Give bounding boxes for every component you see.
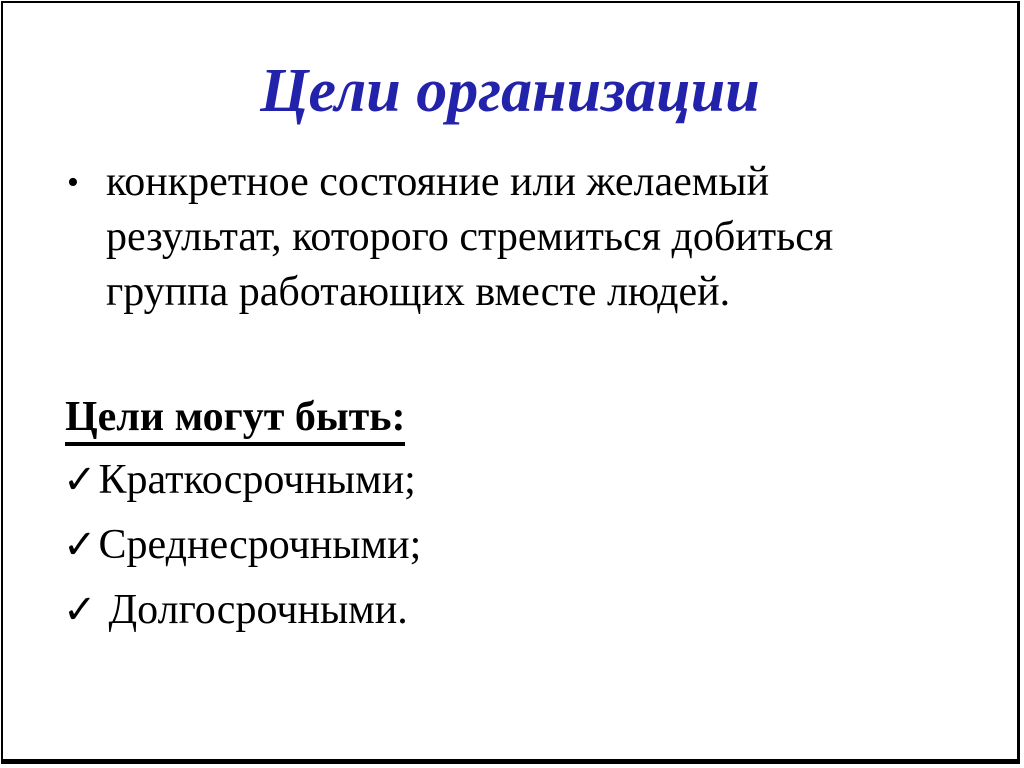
definition-paragraph bbox=[67, 155, 987, 320]
goal-types-list bbox=[63, 456, 421, 651]
list-item-short-term bbox=[63, 456, 421, 504]
paragraph-line-1: конкретное состояние или желаемый bbox=[106, 159, 770, 205]
paragraph-line-3: группа работающих вместе людей. bbox=[106, 269, 731, 315]
paragraph-line-2: результат, которого стремиться добиться bbox=[106, 214, 834, 260]
checkmark-icon: ✓ bbox=[63, 587, 97, 632]
subheading-goal-types: Цели могут быть: bbox=[65, 393, 405, 446]
list-item-long-term bbox=[63, 586, 421, 634]
list-item-label: Среднесрочными; bbox=[98, 522, 422, 568]
list-item-mid-term bbox=[63, 521, 421, 569]
paragraph-text bbox=[106, 155, 833, 320]
presentation-slide bbox=[1, 1, 1020, 764]
checkmark-icon: ✓ bbox=[63, 522, 97, 567]
bullet-icon: • bbox=[67, 164, 79, 201]
list-item-label: Краткосрочными; bbox=[98, 457, 416, 503]
slide-title: Цели организации bbox=[260, 57, 760, 125]
list-item-label: Долгосрочными. bbox=[108, 587, 408, 633]
checkmark-icon: ✓ bbox=[63, 457, 97, 502]
